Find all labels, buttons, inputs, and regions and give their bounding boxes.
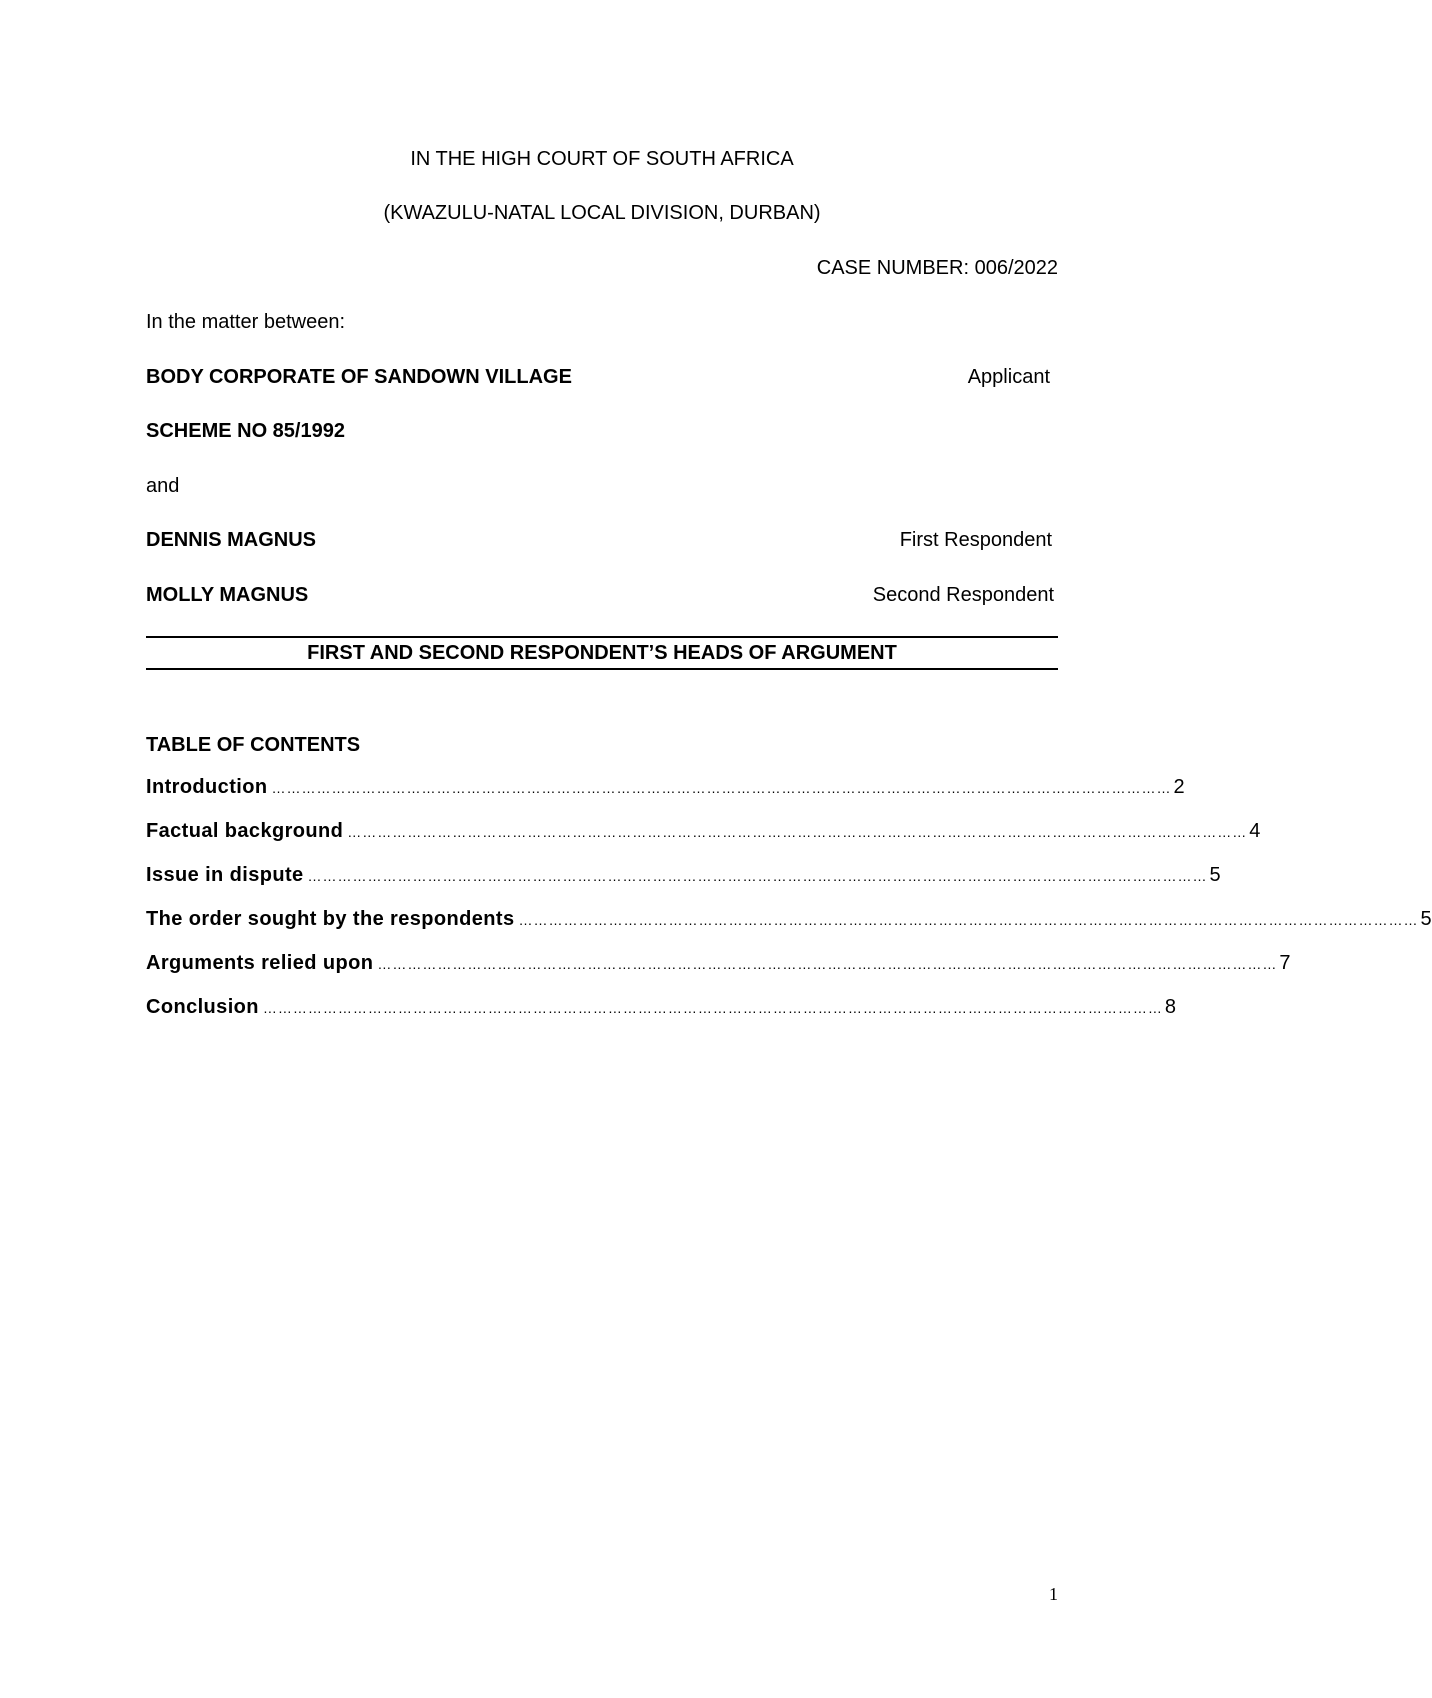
- matter-intro: In the matter between:: [146, 311, 346, 333]
- toc-entry[interactable]: [146, 773, 1185, 801]
- toc-entry[interactable]: [146, 993, 1177, 1021]
- toc-entry-label: Factual background: [146, 820, 344, 842]
- applicant-name-line-1: BODY CORPORATE OF SANDOWN VILLAGE: [146, 366, 572, 388]
- toc-entry-label: The order sought by the respondents: [146, 908, 515, 930]
- toc-entry-page: 8: [1164, 996, 1177, 1018]
- toc-entry-label: Arguments relied upon: [146, 952, 374, 974]
- toc-heading: TABLE OF CONTENTS: [146, 734, 361, 756]
- first-respondent-name: DENNIS MAGNUS: [146, 529, 317, 551]
- court-division: (KWAZULU-NATAL LOCAL DIVISION, DURBAN): [383, 202, 821, 224]
- conjunction-and: and: [146, 475, 180, 497]
- toc-leader-dots: ………………………………………………………………………………………………………………………………………………………………: [307, 868, 1208, 884]
- toc-leader-dots: ………………………………………………………………………………………………………………………………………………………………: [518, 912, 1419, 928]
- toc-entry[interactable]: [146, 949, 1291, 977]
- toc-leader-dots: ………………………………………………………………………………………………………………………………………………………………: [271, 780, 1172, 796]
- toc-entry-label: Conclusion: [146, 996, 259, 1018]
- toc-leader-dots: ………………………………………………………………………………………………………………………………………………………………: [377, 956, 1278, 972]
- toc-entry[interactable]: [146, 861, 1221, 889]
- toc-entry-page: 5: [1420, 908, 1432, 930]
- toc-leader-dots: ………………………………………………………………………………………………………………………………………………………………: [347, 824, 1248, 840]
- first-respondent-role: First Respondent: [899, 529, 1052, 551]
- page-number: 1: [1049, 1584, 1058, 1604]
- toc-entry-page: 4: [1249, 820, 1261, 842]
- applicant-name-line-2: SCHEME NO 85/1992: [146, 420, 345, 442]
- court-heading: IN THE HIGH COURT OF SOUTH AFRICA: [410, 148, 794, 170]
- toc-entry[interactable]: [146, 817, 1261, 845]
- case-number: CASE NUMBER: 006/2022: [816, 257, 1058, 279]
- toc-leader-dots: ………………………………………………………………………………………………………………………………………………………………: [262, 1000, 1163, 1016]
- second-respondent-name: MOLLY MAGNUS: [146, 584, 309, 606]
- toc-entry-label: Introduction: [146, 776, 268, 798]
- second-respondent-role: Second Respondent: [872, 584, 1054, 606]
- toc-entry-label: Issue in dispute: [146, 864, 304, 886]
- toc-entry-page: 2: [1173, 776, 1185, 798]
- toc-entry[interactable]: [146, 905, 1432, 933]
- document-title: FIRST AND SECOND RESPONDENT’S HEADS OF ARGUMENT: [146, 636, 1058, 670]
- toc-entry-page: 5: [1209, 864, 1221, 886]
- applicant-role: Applicant: [967, 366, 1050, 388]
- toc-entry-page: 7: [1279, 952, 1291, 974]
